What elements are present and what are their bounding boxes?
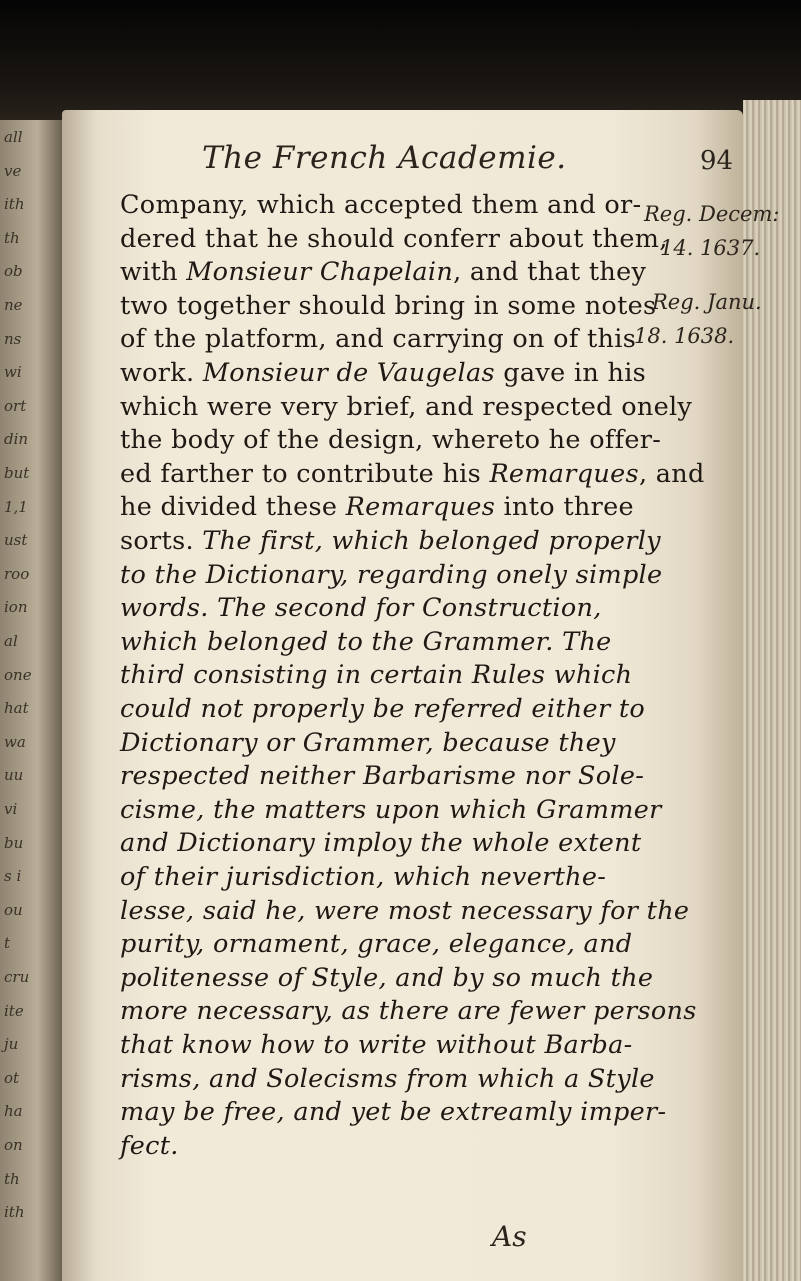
text-segment: cisme, the matters upon which Grammer bbox=[120, 794, 662, 825]
margin-note-date-2-year: 18. 1638. bbox=[634, 324, 735, 348]
text-segment: lesse, said he, were most necessary for the bbox=[120, 895, 690, 926]
text-line bbox=[120, 492, 634, 522]
text-segment: Dictionary or Grammer, because they bbox=[120, 727, 616, 758]
opposite-page-fragment: ion bbox=[4, 598, 28, 617]
text-segment: of the platform, and carrying on of this bbox=[120, 324, 637, 355]
margin-note-date-1: Reg. Decem: bbox=[644, 202, 780, 226]
opposite-page-fragment: s i bbox=[4, 867, 22, 886]
text-line bbox=[120, 728, 616, 758]
text-segment: which were very brief, and respected onely bbox=[120, 391, 693, 422]
opposite-page-fragment: ha bbox=[4, 1102, 23, 1121]
opposite-page-fragment: t bbox=[4, 934, 11, 953]
text-line bbox=[120, 324, 636, 354]
opposite-page-fragment: al bbox=[4, 632, 18, 650]
text-segment: , and that they bbox=[453, 257, 647, 288]
text-segment: that know how to write without Barba- bbox=[120, 1030, 633, 1060]
page-stack-edge bbox=[743, 100, 801, 1281]
opposite-page-fragment: th bbox=[4, 1169, 20, 1188]
text-segment: purity, ornament, grace, elegance, and bbox=[120, 929, 633, 960]
opposite-page-fragment: one bbox=[4, 665, 32, 684]
opposite-page-fragment: ve bbox=[4, 161, 22, 180]
text-segment: and Dictionary imploy the whole extent bbox=[120, 828, 642, 859]
text-line bbox=[120, 526, 661, 556]
text-line bbox=[120, 1097, 666, 1127]
text-segment: politenesse of Style, and by so much the bbox=[120, 962, 654, 993]
text-segment: work. bbox=[120, 358, 203, 388]
text-line bbox=[120, 1030, 633, 1060]
text-line bbox=[120, 929, 632, 959]
text-segment: more necessary, as there are fewer persons bbox=[120, 996, 697, 1027]
text-line bbox=[120, 560, 662, 590]
opposite-page-fragment: ne bbox=[4, 296, 23, 314]
background-top-shadow bbox=[0, 0, 801, 125]
text-line bbox=[120, 828, 641, 858]
text-line bbox=[120, 963, 653, 993]
text-line bbox=[120, 761, 644, 791]
opposite-page-edge bbox=[0, 120, 62, 1281]
opposite-page-fragment: ith bbox=[4, 195, 25, 214]
opposite-page-fragment: wi bbox=[4, 363, 22, 382]
text-segment: he divided these bbox=[120, 492, 346, 523]
opposite-page-fragment: all bbox=[4, 128, 23, 146]
text-segment: Remarques bbox=[489, 458, 639, 489]
opposite-page-fragment: th bbox=[4, 228, 20, 247]
text-segment: with bbox=[120, 257, 187, 288]
opposite-page-fragment: ob bbox=[4, 262, 23, 281]
text-segment: third consisting in certain Rules which bbox=[120, 660, 633, 691]
text-line bbox=[120, 862, 606, 892]
text-segment: two together should bring in some notes bbox=[120, 290, 657, 321]
opposite-page-fragment: ns bbox=[4, 329, 22, 348]
text-segment: could not properly be referred either to bbox=[120, 694, 646, 724]
text-segment: words. The second for Construction, bbox=[120, 593, 602, 624]
text-segment: risms, and Solecisms from which a Style bbox=[120, 1063, 655, 1094]
text-segment: which belonged to the Grammer. The bbox=[120, 626, 612, 657]
text-segment: The first, which belonged properly bbox=[202, 526, 661, 556]
text-line bbox=[120, 1064, 655, 1094]
margin-note-date-1-year: 14. 1637. bbox=[660, 236, 761, 260]
running-head bbox=[122, 140, 734, 180]
opposite-page-fragment: cru bbox=[4, 968, 30, 986]
opposite-page-fragment: ou bbox=[4, 900, 23, 919]
opposite-page-fragment: on bbox=[4, 1136, 23, 1154]
text-segment: the body of the design, whereto he offer- bbox=[120, 425, 662, 456]
text-line bbox=[120, 392, 692, 422]
text-segment: Monsieur Chapelain bbox=[186, 257, 454, 288]
text-line bbox=[120, 257, 646, 287]
text-line bbox=[120, 459, 705, 489]
opposite-page-fragment: uu bbox=[4, 766, 24, 785]
opposite-page-fragment: ust bbox=[4, 531, 28, 550]
text-segment: fect. bbox=[120, 1130, 179, 1161]
text-segment: Remarques bbox=[345, 492, 496, 523]
text-segment: dered that he should conferr about them, bbox=[120, 223, 668, 254]
text-line bbox=[120, 660, 632, 690]
opposite-page-fragment: hat bbox=[4, 699, 29, 718]
catchword: As bbox=[492, 1220, 527, 1253]
text-line bbox=[120, 896, 689, 926]
text-segment: ed farther to contribute his bbox=[120, 458, 490, 489]
text-segment: gave in his bbox=[494, 358, 647, 388]
running-head-title: The French Academie. bbox=[202, 140, 567, 176]
text-line bbox=[120, 1131, 179, 1161]
text-line bbox=[120, 190, 641, 220]
margin-note-date-2: Reg. Janu. bbox=[652, 290, 762, 314]
opposite-page-fragment: roo bbox=[4, 564, 30, 583]
opposite-page-fragment: ju bbox=[4, 1035, 19, 1054]
opposite-page-fragment: ite bbox=[4, 1001, 24, 1020]
opposite-page-fragment: bu bbox=[4, 833, 24, 852]
text-segment: Monsieur de Vaugelas bbox=[202, 358, 495, 388]
text-segment: sorts. bbox=[120, 526, 203, 556]
text-segment: may be free, and yet be extreamly imper- bbox=[120, 1097, 667, 1128]
text-segment: Company, which accepted them and or- bbox=[120, 190, 642, 220]
text-line bbox=[120, 694, 645, 724]
text-line bbox=[120, 627, 612, 657]
text-line bbox=[120, 425, 661, 455]
text-segment: to the Dictionary, regarding onely simple bbox=[120, 559, 663, 590]
opposite-page-fragment: ot bbox=[4, 1068, 20, 1087]
opposite-page-fragment: but bbox=[4, 464, 30, 482]
opposite-page-fragment: vi bbox=[4, 800, 18, 818]
opposite-page-fragment: 1,1 bbox=[4, 497, 28, 516]
opposite-page-fragment: ort bbox=[4, 396, 27, 415]
text-line bbox=[120, 224, 668, 254]
text-line bbox=[120, 358, 646, 388]
book-page bbox=[62, 110, 780, 1281]
text-line bbox=[120, 593, 602, 623]
text-line bbox=[120, 996, 697, 1026]
text-segment: respected neither Barbarisme nor Sole- bbox=[120, 761, 645, 792]
text-segment: , and bbox=[638, 458, 705, 489]
text-line bbox=[120, 795, 662, 825]
opposite-page-fragment: din bbox=[4, 430, 29, 449]
text-segment: into three bbox=[495, 492, 634, 523]
page-number: 94 bbox=[700, 146, 734, 176]
text-line bbox=[120, 291, 656, 321]
opposite-page-fragment: ith bbox=[4, 1203, 25, 1222]
text-segment: of their jurisdiction, which neverthe- bbox=[120, 862, 607, 892]
opposite-page-fragment: wa bbox=[4, 732, 26, 751]
